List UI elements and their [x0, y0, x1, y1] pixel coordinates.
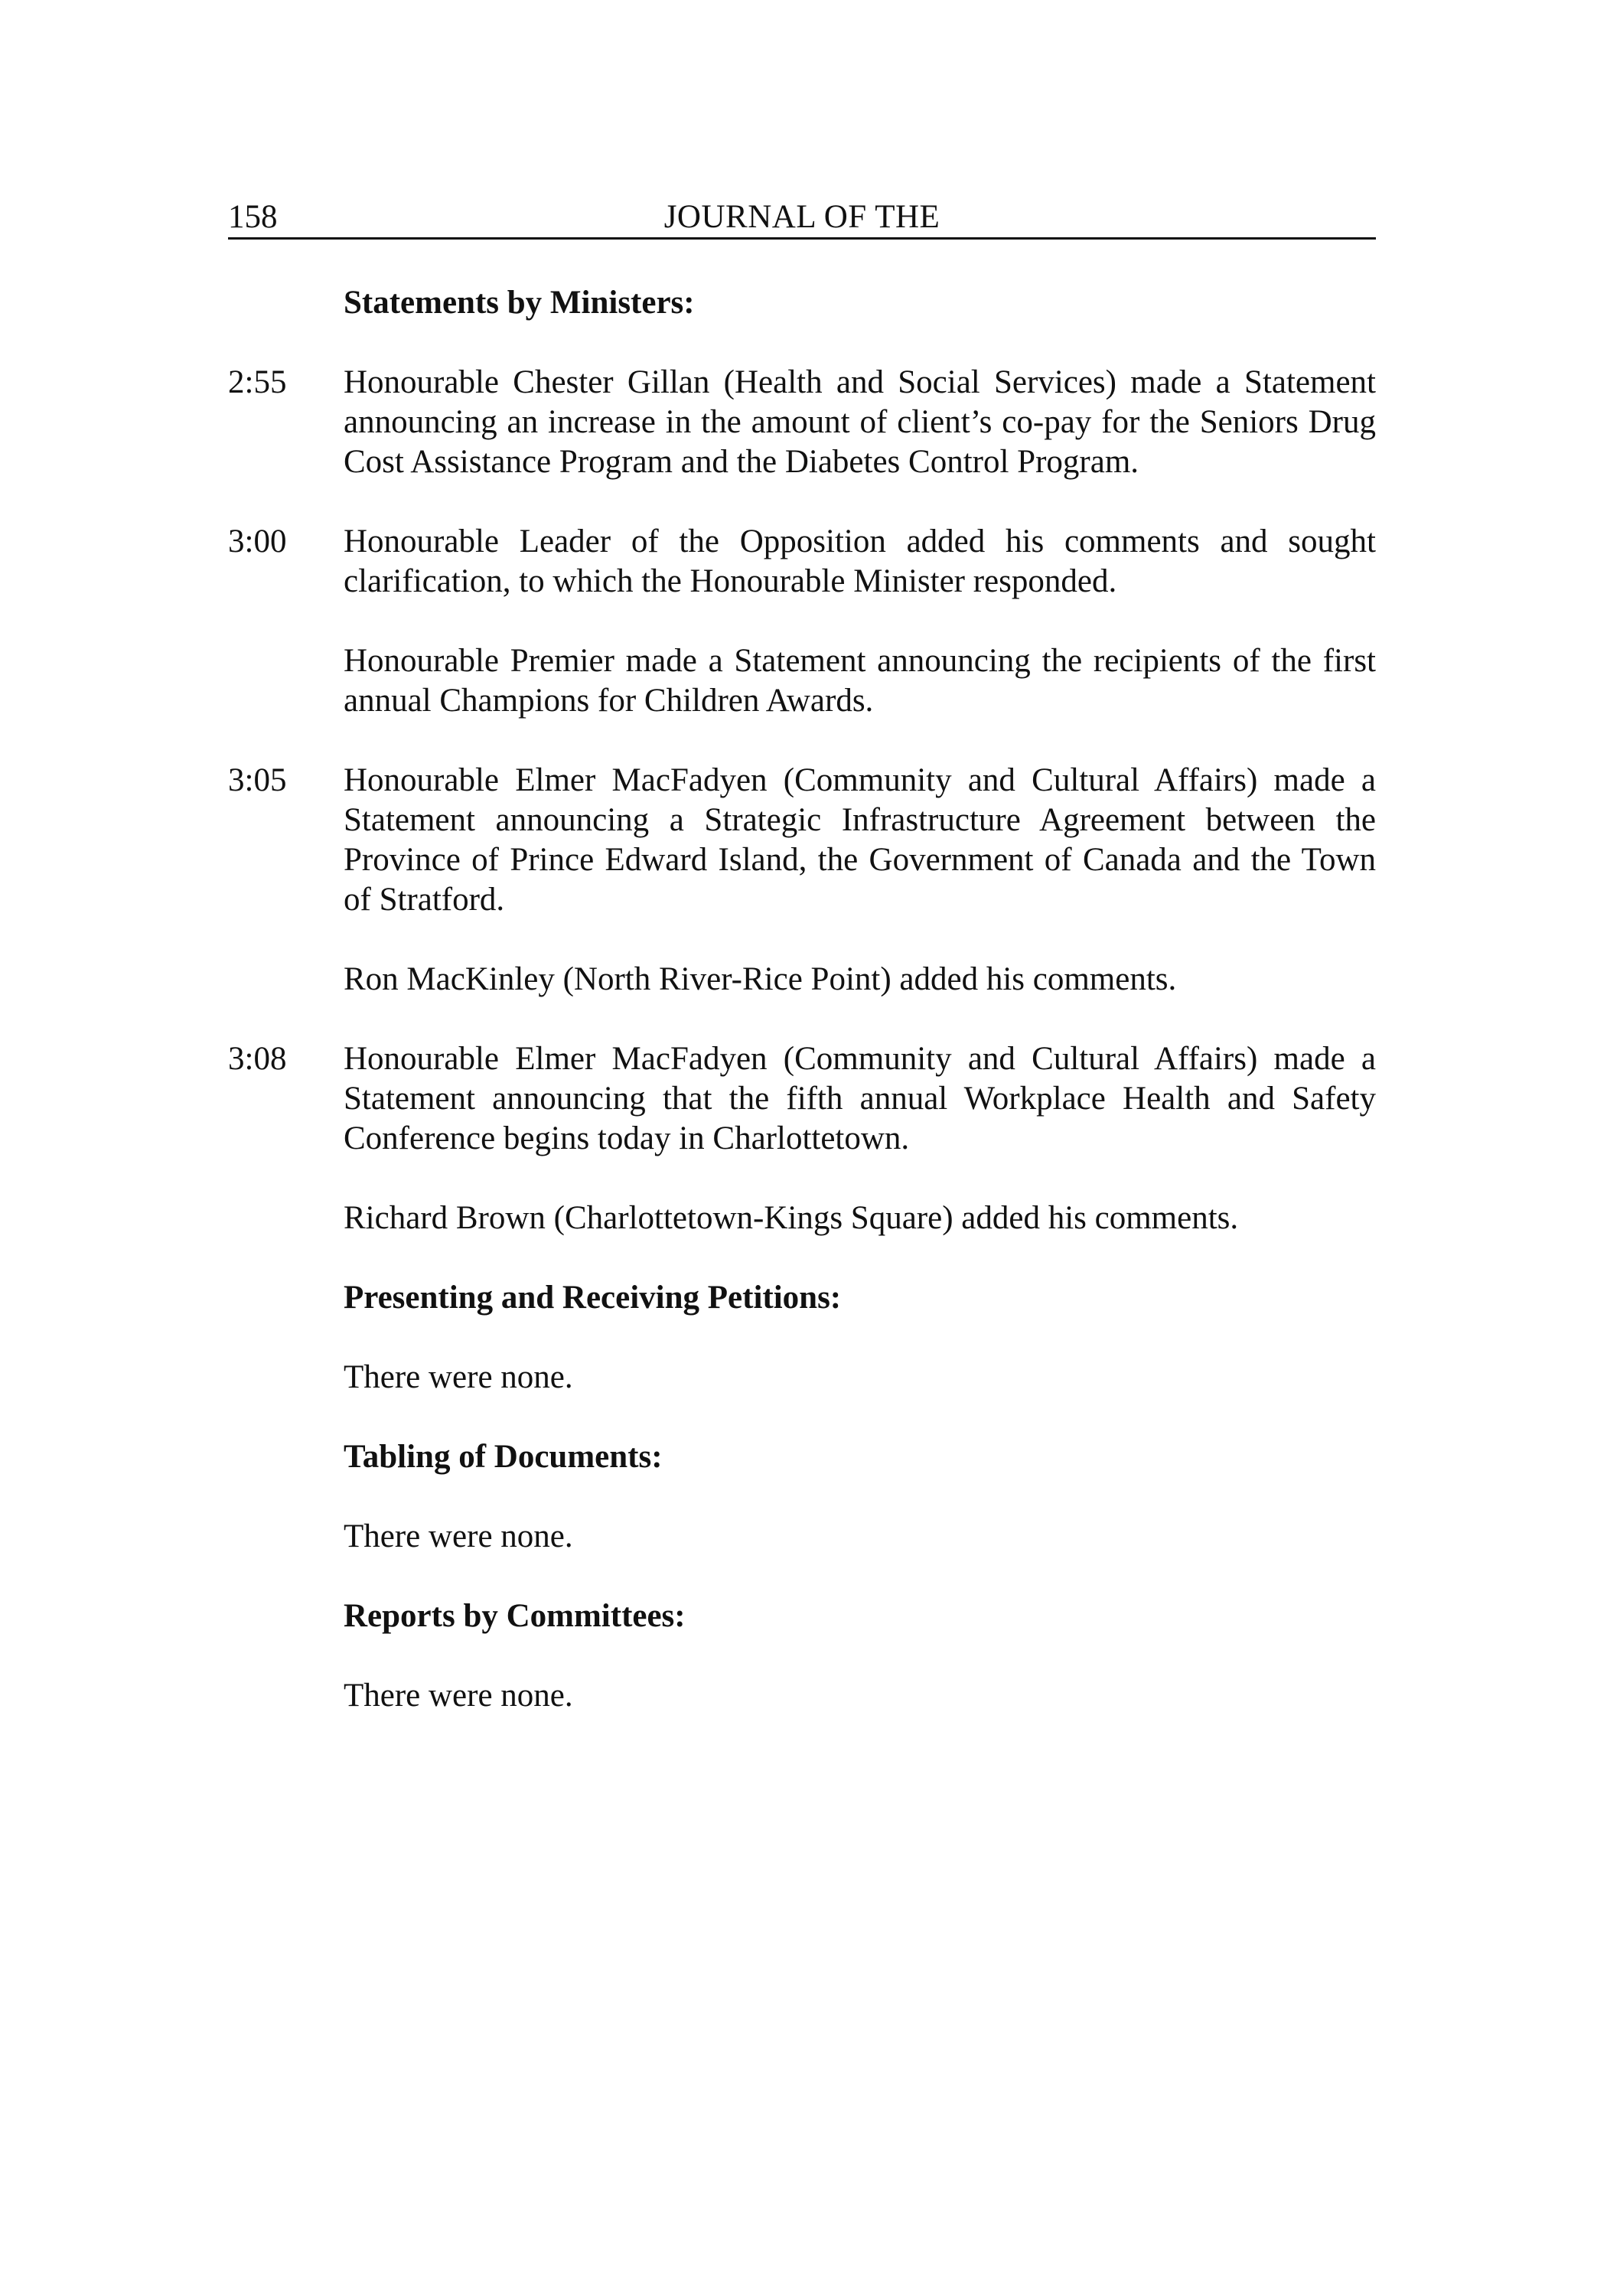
- entry-text: Honourable Chester Gillan (Health and Social Services) made a Statement announcing an increase in the amount of client’s co-pay for the Seniors Drug Cost Assistance Program and the Diabetes Control Program.: [344, 364, 1376, 480]
- entry-time: [228, 960, 344, 1000]
- statement-entry: [228, 363, 1376, 482]
- entry-time: 2:55: [228, 364, 287, 400]
- statement-entry: [228, 522, 1376, 602]
- page-number: 158: [228, 199, 278, 235]
- entry-text: Honourable Elmer MacFadyen (Community and Cultural Affairs) made a Statement announcing that the fifth annual Workplace Health and Safety Conference begins today in Charlottetown.: [344, 1041, 1376, 1156]
- petitions-heading: Presenting and Receiving Petitions:: [344, 1280, 842, 1316]
- entry-text: Honourable Premier made a Statement announcing the recipients of the first annual Champions for Children Awards.: [344, 643, 1376, 719]
- statement-entry: [228, 1199, 1376, 1238]
- entry-text: Honourable Elmer MacFadyen (Community and Cultural Affairs) made a Statement announcing a Strategic Infrastructure Agreement between the Province of Prince Edward Island, the Government of Canada and the Town of Stratford.: [344, 762, 1376, 918]
- journal-title: JOURNAL OF THE: [663, 199, 940, 235]
- entry-time: 3:05: [228, 762, 287, 798]
- petitions-text: There were none.: [344, 1359, 573, 1395]
- journal-body: [228, 283, 1376, 1756]
- statement-entry: [228, 1039, 1376, 1159]
- entry-text: Ron MacKinley (North River-Rice Point) added his comments.: [344, 961, 1177, 997]
- tabling-heading: Tabling of Documents:: [344, 1439, 663, 1475]
- entry-text: Honourable Leader of the Opposition added his comments and sought clarification, to which the Honourable Minister responded.: [344, 523, 1376, 599]
- committees-text: There were none.: [344, 1678, 573, 1714]
- entry-time: [228, 1199, 344, 1238]
- statement-entry: [228, 641, 1376, 721]
- running-head: [228, 197, 1376, 240]
- statements-heading: Statements by Ministers:: [344, 285, 695, 321]
- committees-heading: Reports by Committees:: [344, 1598, 686, 1634]
- entry-time: [228, 641, 344, 721]
- statement-entry: [228, 761, 1376, 920]
- entry-time: 3:08: [228, 1041, 287, 1077]
- tabling-text: There were none.: [344, 1518, 573, 1554]
- entry-text: Richard Brown (Charlottetown-Kings Square) added his comments.: [344, 1200, 1239, 1236]
- entry-time: 3:00: [228, 523, 287, 559]
- statement-entry: [228, 960, 1376, 1000]
